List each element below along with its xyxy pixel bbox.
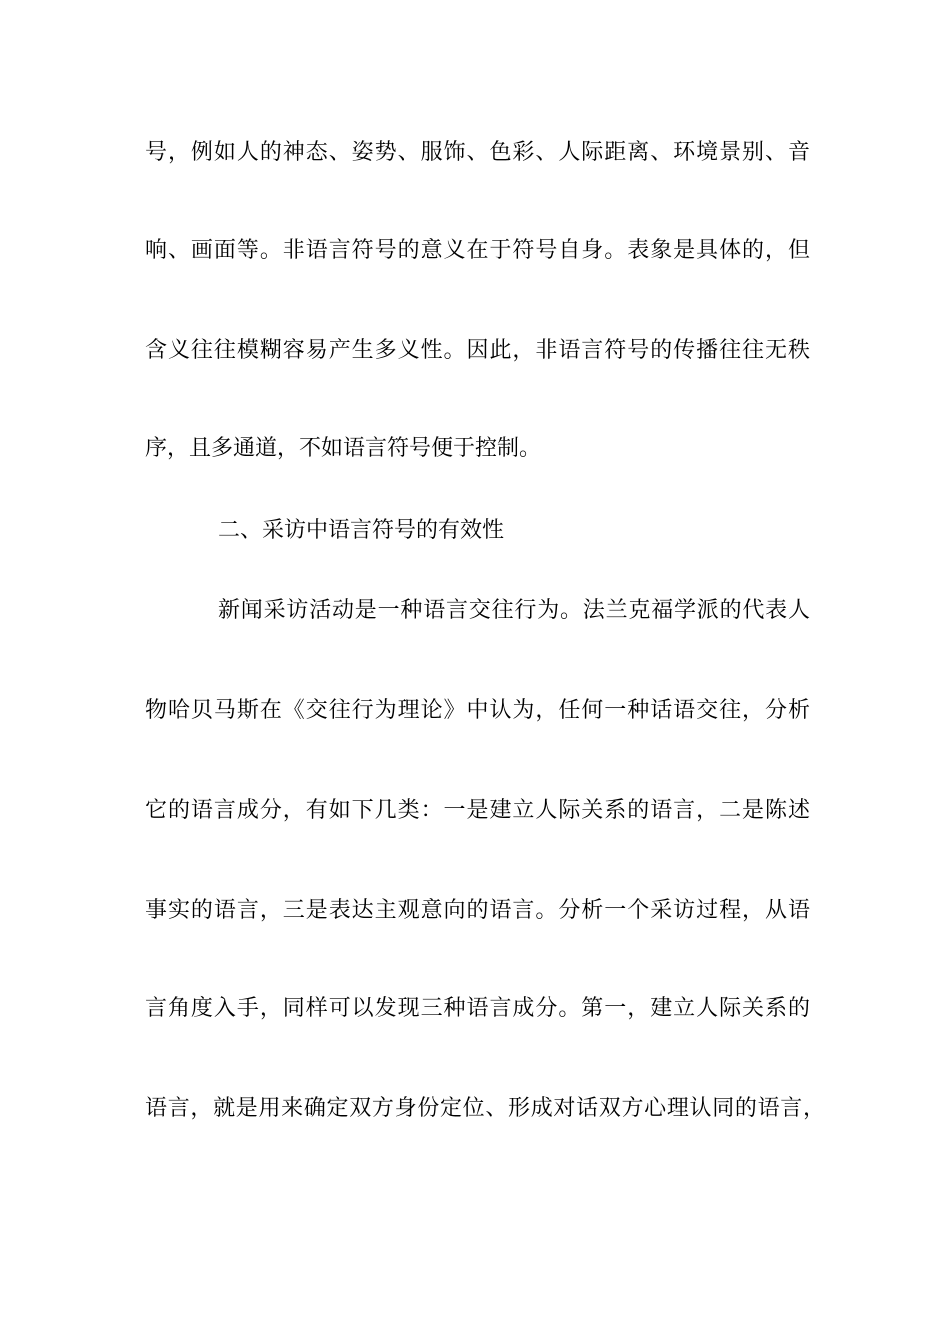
paragraph-line: 物哈贝马斯在《交往行为理论》中认为，任何一种话语交往，分析: [145, 698, 810, 723]
paragraph-first-line: 新闻采访活动是一种语言交往行为。法兰克福学派的代表人: [218, 598, 810, 623]
paragraph-line: 事实的语言，三是表达主观意向的语言。分析一个采访过程，从语: [145, 898, 810, 923]
paragraph-line: 语言，就是用来确定双方身份定位、形成对话双方心理认同的语言，: [145, 1096, 825, 1121]
paragraph-line: 含义往往模糊容易产生多义性。因此，非语言符号的传播往往无秩: [145, 338, 810, 363]
section-heading: 二、采访中语言符号的有效性: [218, 518, 505, 543]
paragraph-line: 响、画面等。非语言符号的意义在于符号自身。表象是具体的，但: [145, 238, 810, 263]
paragraph-line: 号，例如人的神态、姿势、服饰、色彩、人际距离、环境景别、音: [145, 140, 810, 165]
paragraph-line: 言角度入手，同样可以发现三种语言成分。第一，建立人际关系的: [145, 996, 810, 1021]
paragraph-line: 序，且多通道，不如语言符号便于控制。: [145, 436, 542, 461]
paragraph-line: 它的语言成分，有如下几类：一是建立人际关系的语言，二是陈述: [145, 798, 810, 823]
